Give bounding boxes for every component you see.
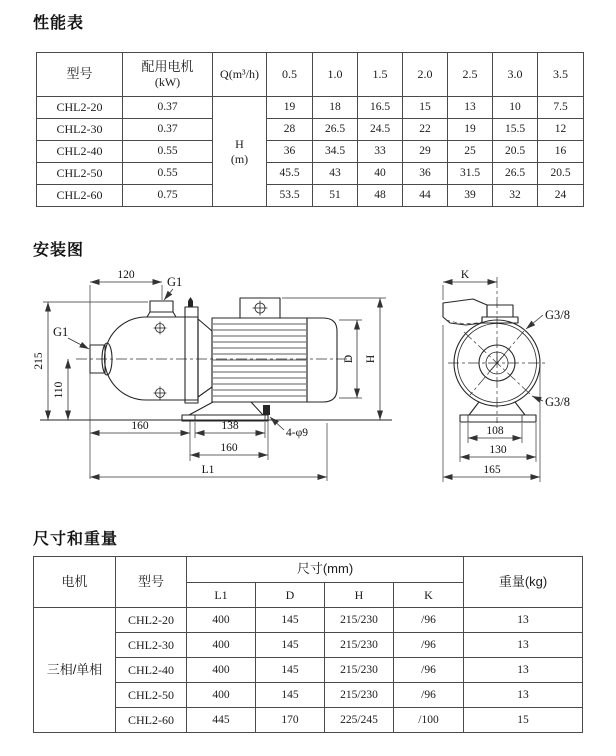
dim-row xyxy=(34,658,583,683)
dim-cell: 145 xyxy=(256,608,325,633)
dim-label-holes: 4-φ9 xyxy=(286,427,308,439)
perf-model-cell: CHL2-30 xyxy=(37,119,123,141)
perf-hm-line2: (m) xyxy=(230,151,249,166)
perf-cell: 7.5 xyxy=(538,97,584,119)
dim-cell: 145 xyxy=(256,658,325,683)
dim-label-215: 215 xyxy=(33,352,45,370)
dim-label-130: 130 xyxy=(489,444,507,456)
dim-cell: 400 xyxy=(187,633,256,658)
perf-model-cell: CHL2-40 xyxy=(37,141,123,163)
perf-cell: 24 xyxy=(538,185,584,207)
perf-row xyxy=(37,141,584,163)
perf-cell: 20.5 xyxy=(493,141,538,163)
installation-diagram xyxy=(0,255,616,505)
pump-end-view xyxy=(443,269,570,482)
dim-cell: 145 xyxy=(256,633,325,658)
perf-header-row xyxy=(37,53,584,97)
dim-row xyxy=(34,708,583,733)
perf-cell: 22 xyxy=(403,119,448,141)
dim-label-138: 138 xyxy=(221,420,239,432)
discharge-port-base xyxy=(147,312,176,317)
leader-line xyxy=(164,289,173,300)
perf-header-q: Q(m³/h) xyxy=(213,53,267,97)
perf-row xyxy=(37,163,584,185)
perf-cell: 40 xyxy=(358,163,403,185)
leader-line xyxy=(526,315,543,329)
port-label-g1-left: G1 xyxy=(53,325,69,339)
perf-cell: 15 xyxy=(403,97,448,119)
perf-model-cell: CHL2-50 xyxy=(37,163,123,185)
pump-side-view xyxy=(33,269,392,481)
dim-weight-cell: 13 xyxy=(464,683,583,708)
dim-row xyxy=(34,683,583,708)
perf-model-cell: CHL2-60 xyxy=(37,185,123,207)
top-block xyxy=(487,305,513,317)
perf-header-flow: 1.5 xyxy=(358,53,403,97)
perf-header-motor-line1: 配用电机 xyxy=(141,58,194,74)
perf-cell: 31.5 xyxy=(448,163,493,185)
perf-cell: 32 xyxy=(493,185,538,207)
perf-cell: 25 xyxy=(448,141,493,163)
casing-plug-icon xyxy=(154,387,167,400)
dim-cell: 445 xyxy=(187,708,256,733)
perf-header-flow: 2.5 xyxy=(448,53,493,97)
leader-line xyxy=(532,396,543,401)
dim-motor-type-cell: 三相/单相 xyxy=(34,608,116,733)
casing-plug-icon xyxy=(154,322,167,335)
perf-header-flow: 1.0 xyxy=(313,53,358,97)
dim-cell: /100 xyxy=(394,708,464,733)
dim-cell: 225/245 xyxy=(325,708,394,733)
foot-leg xyxy=(189,402,213,415)
perf-cell: 26.5 xyxy=(313,119,358,141)
perf-cell: 39 xyxy=(448,185,493,207)
perf-kw-cell: 0.55 xyxy=(123,141,213,163)
leader-line xyxy=(68,338,89,349)
perf-kw-cell: 0.37 xyxy=(123,119,213,141)
perf-cell: 45.5 xyxy=(267,163,313,185)
perf-cell: 24.5 xyxy=(358,119,403,141)
dim-label-L1: L1 xyxy=(201,464,215,476)
seal-housing xyxy=(185,307,198,403)
vent-plug-icon xyxy=(188,297,193,307)
base-plate xyxy=(460,415,536,422)
perf-cell: 16 xyxy=(538,141,584,163)
perf-model-cell: CHL2-20 xyxy=(37,97,123,119)
dim-cell: 400 xyxy=(187,658,256,683)
shaft-key-marks xyxy=(489,352,505,372)
dim-label-160-left: 160 xyxy=(131,420,149,432)
perf-cell: 36 xyxy=(403,163,448,185)
perf-cell: 53.5 xyxy=(267,185,313,207)
dim-model-cell: CHL2-30 xyxy=(116,633,187,658)
perf-header-flow: 3.5 xyxy=(538,53,584,97)
perf-cell: 20.5 xyxy=(538,163,584,185)
perf-cell: 36 xyxy=(267,141,313,163)
dim-header-model: 型号 xyxy=(116,557,187,608)
dim-cell: 215/230 xyxy=(325,658,394,683)
performance-table xyxy=(36,52,584,207)
foot-leg xyxy=(469,402,479,415)
perf-cell: 26.5 xyxy=(493,163,538,185)
dim-label-110: 110 xyxy=(53,381,65,399)
perf-header-model: 型号 xyxy=(37,53,123,97)
dim-row xyxy=(34,608,583,633)
motor-fins xyxy=(213,324,306,396)
motor-end-cap xyxy=(307,318,337,402)
motor-adapter xyxy=(198,319,212,397)
perf-row xyxy=(37,97,584,119)
dim-cell: 215/230 xyxy=(325,683,394,708)
plug-label-g38-bottom: G3/8 xyxy=(545,395,570,409)
perf-hm-line1: H xyxy=(235,136,244,151)
pump-body xyxy=(104,317,198,400)
perf-cell: 51 xyxy=(313,185,358,207)
dim-cell: 145 xyxy=(256,683,325,708)
perf-hm-cell xyxy=(213,97,267,207)
dim-label-K: K xyxy=(460,269,470,281)
foot-bolt xyxy=(263,405,270,415)
perf-header-flow: 2.0 xyxy=(403,53,448,97)
perf-cell: 44 xyxy=(403,185,448,207)
dim-label-D: D xyxy=(343,354,355,364)
dim-model-cell: CHL2-40 xyxy=(116,658,187,683)
perf-kw-cell: 0.75 xyxy=(123,185,213,207)
perf-cell: 12 xyxy=(538,119,584,141)
dim-header-weight: 重量(kg) xyxy=(464,557,583,608)
perf-cell: 18 xyxy=(313,97,358,119)
dim-cell: /96 xyxy=(394,608,464,633)
perf-cell: 28 xyxy=(267,119,313,141)
dim-subheader-D: D xyxy=(256,583,325,608)
perf-cell: 34.5 xyxy=(313,141,358,163)
dim-weight-cell: 13 xyxy=(464,608,583,633)
foot-leg xyxy=(251,402,263,415)
perf-row xyxy=(37,185,584,207)
perf-cell: 15.5 xyxy=(493,119,538,141)
dim-label-108: 108 xyxy=(486,425,504,437)
dim-header-row xyxy=(34,557,583,583)
dimensions-table-title: 尺寸和重量 xyxy=(33,531,119,548)
dim-model-cell: CHL2-20 xyxy=(116,608,187,633)
foot-leg xyxy=(515,402,525,415)
terminal-box-screw-icon xyxy=(253,301,268,316)
perf-cell: 16.5 xyxy=(358,97,403,119)
perf-header-flow: 3.0 xyxy=(493,53,538,97)
performance-table-title: 性能表 xyxy=(33,15,85,32)
perf-cell: 19 xyxy=(448,119,493,141)
dim-cell: /96 xyxy=(394,633,464,658)
perf-kw-cell: 0.55 xyxy=(123,163,213,185)
dim-label-165: 165 xyxy=(483,464,501,476)
perf-row xyxy=(37,119,584,141)
port-label-g1-top: G1 xyxy=(167,275,183,289)
dim-subheader-K: K xyxy=(394,583,464,608)
perf-cell: 13 xyxy=(448,97,493,119)
dim-cell: /96 xyxy=(394,658,464,683)
dim-label-120: 120 xyxy=(117,269,135,281)
dim-cell: /96 xyxy=(394,683,464,708)
dim-model-cell: CHL2-60 xyxy=(116,708,187,733)
dim-weight-cell: 13 xyxy=(464,658,583,683)
dim-label-160-foot: 160 xyxy=(220,442,238,454)
dim-cell: 170 xyxy=(256,708,325,733)
dim-row xyxy=(34,633,583,658)
dim-cell: 215/230 xyxy=(325,608,394,633)
installation-diagram-title: 安装图 xyxy=(33,242,85,259)
dim-model-cell: CHL2-50 xyxy=(116,683,187,708)
dim-subheader-L1: L1 xyxy=(187,583,256,608)
dim-cell: 215/230 xyxy=(325,633,394,658)
dim-header-motor: 电机 xyxy=(34,557,116,608)
leader-line xyxy=(270,417,284,430)
dim-label-H: H xyxy=(365,354,377,364)
dim-weight-cell: 15 xyxy=(464,708,583,733)
plug-label-g38-top: G3/8 xyxy=(545,308,570,322)
perf-kw-cell: 0.37 xyxy=(123,97,213,119)
perf-cell: 29 xyxy=(403,141,448,163)
discharge-port xyxy=(150,301,173,312)
dim-subheader-H: H xyxy=(325,583,394,608)
dim-header-size: 尺寸(mm) xyxy=(187,557,464,583)
dim-weight-cell: 13 xyxy=(464,633,583,658)
perf-cell: 33 xyxy=(358,141,403,163)
dim-cell: 400 xyxy=(187,608,256,633)
perf-cell: 10 xyxy=(493,97,538,119)
dimensions-table xyxy=(33,556,583,733)
perf-header-motor xyxy=(123,53,213,97)
dim-cell: 400 xyxy=(187,683,256,708)
perf-header-motor-line2: (kW) xyxy=(154,75,181,90)
perf-cell: 43 xyxy=(313,163,358,185)
perf-header-flow: 0.5 xyxy=(267,53,313,97)
perf-cell: 19 xyxy=(267,97,313,119)
perf-cell: 48 xyxy=(358,185,403,207)
